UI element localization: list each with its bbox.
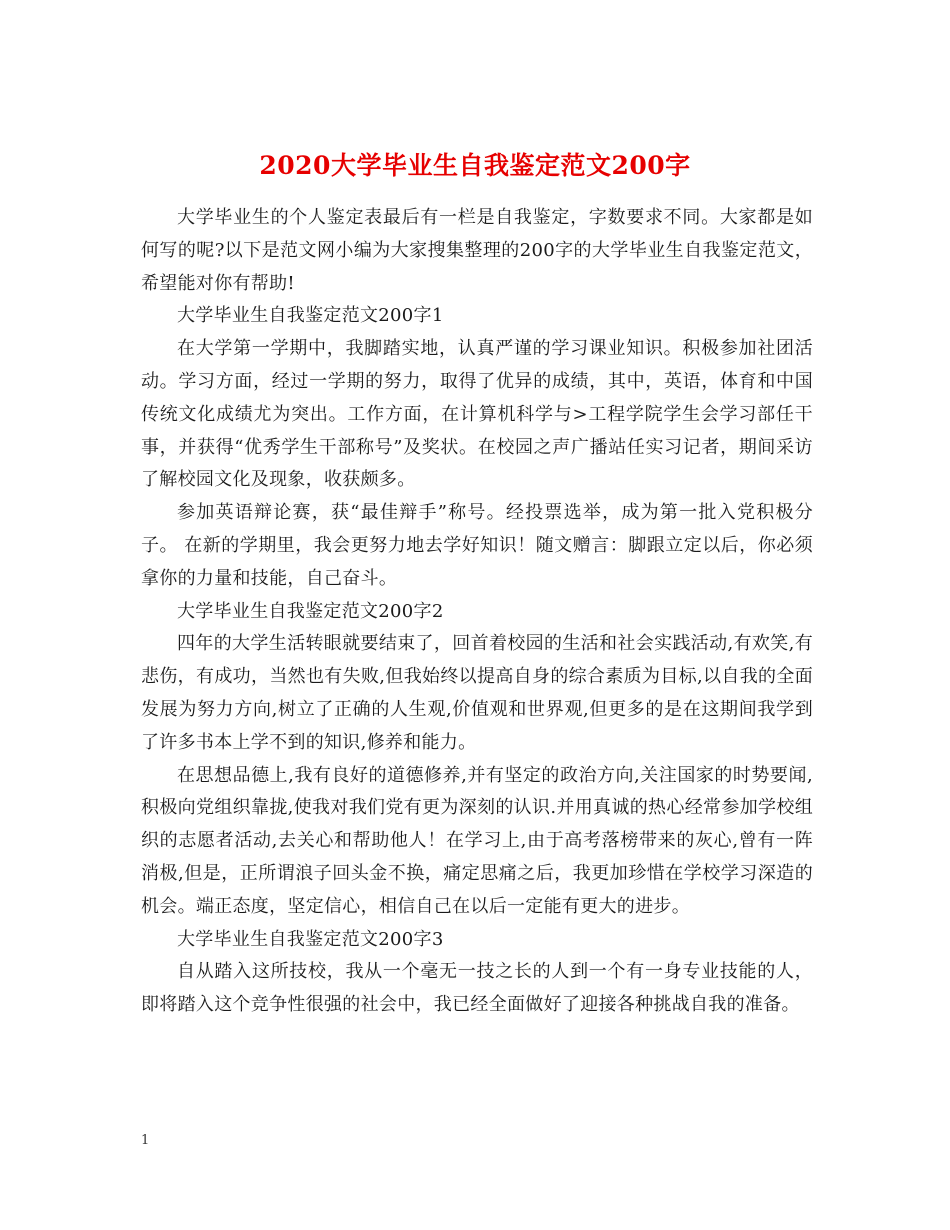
body-paragraph: 参加英语辩论赛，获“最佳辩手”称号。经投票选举，成为第一批入党积极分子。 在新的学期里，我会更努力地去学好知识！随文赠言：脚跟立定以后，你必须拿你的力量和技能，自己奋斗。 <box>141 502 813 589</box>
body-paragraph: 自从踏入这所技校，我从一个毫无一技之长的人到一个有一身专业技能的人，即将踏入这个竞争性很强的社会中，我已经全面做好了迎接各种挑战自我的准备。 <box>141 961 813 1016</box>
body-paragraph: 四年的大学生活转眼就要结束了，回首着校园的生活和社会实践活动,有欢笑,有悲伤，有成功，当然也有失败,但我始终以提高自身的综合素质为目标,以自我的全面发展为努力方向,树立了正确的人生观,价值观和世界观,但更多的是在这期间我学到了许多书本上学不到的知识,修养和能力。 <box>141 633 813 753</box>
section-heading-1: 大学毕业生自我鉴定范文200字1 <box>177 305 444 327</box>
document-title: 2020大学毕业生自我鉴定范文200字 <box>259 150 691 180</box>
document-body <box>141 202 813 1022</box>
intro-paragraph: 大学毕业生的个人鉴定表最后有一栏是自我鉴定，字数要求不同。大家都是如何写的呢?以下是范文网小编为大家搜集整理的200字的大学毕业生自我鉴定范文，希望能对你有帮助! <box>141 207 813 294</box>
section-heading-2: 大学毕业生自我鉴定范文200字2 <box>177 600 444 622</box>
body-paragraph: 在思想品德上,我有良好的道德修养,并有坚定的政治方向,关注国家的时势要闻,积极向党组织靠拢,使我对我们党有更为深刻的认识.并用真诚的热心经常参加学校组织的志愿者活动,去关心和帮助他人！在学习上,由于高考落榜带来的灰心,曾有一阵消极,但是，正所谓浪子回头金不换，痛定思痛之后，我更加珍惜在学校学习深造的机会。端正态度，坚定信心，相信自己在以后一定能有更大的进步。 <box>141 764 813 917</box>
page-number: 1 <box>141 1133 150 1148</box>
section-heading-3: 大学毕业生自我鉴定范文200字3 <box>177 928 444 950</box>
body-paragraph: 在大学第一学期中，我脚踏实地，认真严谨的学习课业知识。积极参加社团活动。学习方面，经过一学期的努力，取得了优异的成绩，其中，英语，体育和中国传统文化成绩尤为突出。工作方面，在计算机科学与>工程学院学生会学习部任干事，并获得“优秀学生干部称号”及奖状。在校园之声广播站任实习记者，期间采访了解校园文化及现象，收获颇多。 <box>141 338 813 491</box>
